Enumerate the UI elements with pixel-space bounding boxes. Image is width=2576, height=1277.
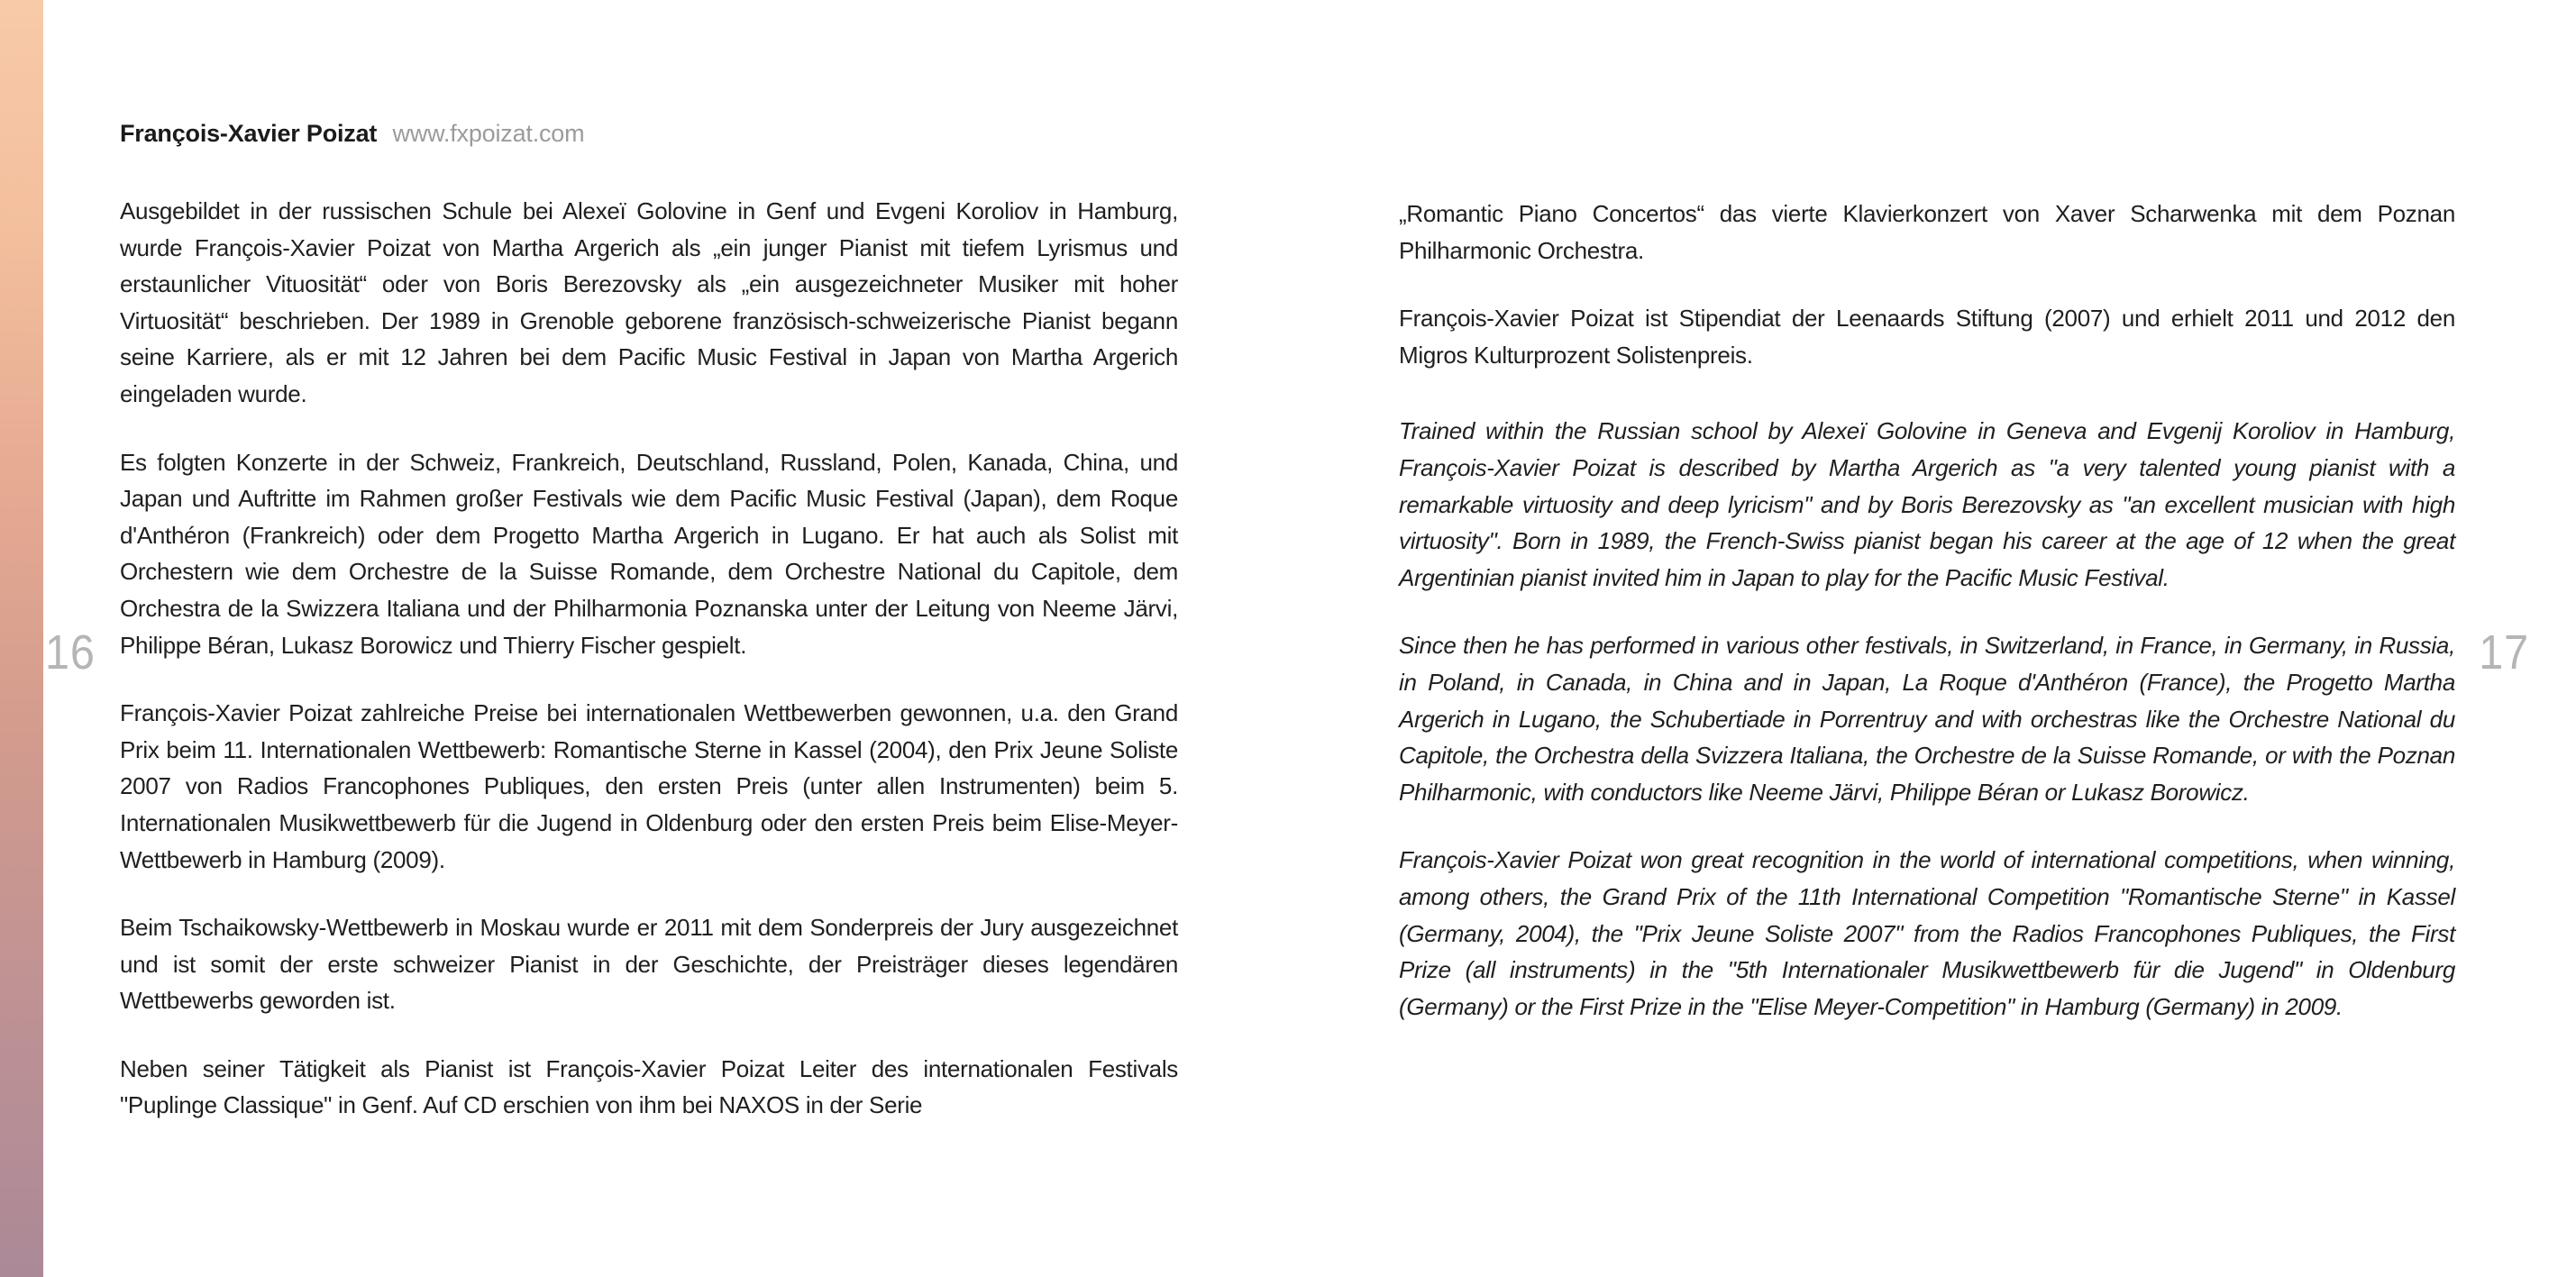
paragraph-german-prizes: François-Xavier Poizat zahlreiche Preise bei internationalen Wettbewerben gewonnen, u.a. den Grand Prix beim 11. Internationalen Wettbewerb: Romantische Sterne in Kassel (2004), den Prix Jeune Soliste 2007 von Radios Francophones Publiques, den ersten Preis (unter allen Instrumenten) beim 5. Internationalen Musikwettbewerb für die Jugend in Oldenburg oder den ersten Preis beim Elise-Meyer-Wettbewerb in Hamburg (2009). <box>120 699 1178 873</box>
paragraph-german-tchaikovsky: Beim Tschaikowsky-Wettbewerb in Moskau wurde er 2011 mit dem Sonderpreis der Jury ausgezeichnet und ist somit der erste schweizer Pianist in der Geschichte, der Preisträger dieses legendären Wettbewerbs geworden ist. <box>120 914 1178 1015</box>
paragraph-english-biography-1: Trained within the Russian school by Alexeï Golovine in Geneva and Evgenij Koroliov in Hamburg, François-Xavier Poizat is described by Martha Argerich as "a very talented young pianist with a remarkable virtuosity and deep lyricism" and by Boris Berezovsky as "an excellent musician with high virtuosity". Born in 1989, the French-Swiss pianist began his career at the age of 12 when the great Argentinian pianist invited him in Japan to play for the Pacific Music Festival. <box>1399 417 2455 591</box>
paragraph-german-biography-1: Ausgebildet in der russischen Schule bei Alexeï Golovine in Genf und Evgeni Koroliov in Hamburg, wurde François-Xavier Poizat von Martha Argerich als „ein junger Pianist mit tiefem Lyrismus und erstaunlicher Vituosität“ oder von Boris Berezovsky als „ein ausgezeichneter Musiker mit hoher Virtuosität“ beschrieben. Der 1989 in Grenoble geborene französisch-schweizerische Pianist begann seine Karriere, als er mit 12 Jahren bei dem Pacific Music Festival in Japan von Martha Argerich eingeladen wurde. <box>120 197 1178 407</box>
left-page-column <box>120 115 1178 1155</box>
page-number-right: 17 <box>2479 625 2529 680</box>
artist-title-line <box>120 115 1178 151</box>
paragraph-english-festivals: Since then he has performed in various other festivals, in Switzerland, in France, in Germany, in Russia, in Poland, in Canada, in China and in Japan, La Roque d'Anthéron (France), the Progetto Martha Argerich in Lugano, the Schubertiade in Porrentruy and with orchestras like the Orchestre National du Capitole, the Orchestra della Svizzera Italiana, the Orchestre de la Suisse Romande, or with the Poznan Philharmonic, with conductors like Neeme Järvi, Philippe Béran or Lukasz Borowicz. <box>1399 632 2455 806</box>
page-number-left: 16 <box>45 625 96 680</box>
right-page-column <box>1399 196 2455 1056</box>
paragraph-german-scholarships: François-Xavier Poizat ist Stipendiat der Leenaards Stiftung (2007) und erhielt 2011 und 2012 den Migros Kulturprozent Solistenpreis. <box>1399 305 2455 369</box>
artist-name: François-Xavier Poizat <box>120 120 378 147</box>
cover-gradient-strip <box>0 0 43 1277</box>
paragraph-german-concerts: Es folgten Konzerte in der Schweiz, Frankreich, Deutschland, Russland, Polen, Kanada, China, und Japan und Auftritte im Rahmen großer Festivals wie dem Pacific Music Festival (Japan), dem Roque d'Anthéron (Frankreich) oder dem Progetto Martha Argerich in Lugano. Er hat auch als Solist mit Orchestern wie dem Orchestre de la Suisse Romande, dem Orchestre National du Capitole, dem Orchestra de la Swizzera Italiana und der Philharmonia Poznanska unter der Leitung von Neeme Järvi, Philippe Béran, Lukasz Borowicz und Thierry Fischer gespielt. <box>120 448 1178 659</box>
artist-website-url: www.fxpoizat.com <box>392 120 585 147</box>
paragraph-german-festival-director: Neben seiner Tätigkeit als Pianist ist François-Xavier Poizat Leiter des internationalen Festivals "Puplinge Classique" in Genf. Auf CD erschien von ihm bei NAXOS in der Serie <box>120 1054 1178 1119</box>
paragraph-german-naxos-continuation: „Romantic Piano Concertos“ das vierte Klavierkonzert von Xaver Scharwenka mit dem Poznan Philharmonic Orchestra. <box>1399 200 2455 264</box>
paragraph-english-competitions: François-Xavier Poizat won great recognition in the world of international competitions, when winning, among others, the Grand Prix of the 11th International Competition "Romantische Sterne" in Kassel (Germany, 2004), the "Prix Jeune Soliste 2007" from the Radios Francophones Publiques, the First Prize (all instruments) in the "5th Internationaler Musikwettbewerb für die Jugend" in Oldenburg (Germany) or the First Prize in the "Elise Meyer-Competition" in Hamburg (Germany) in 2009. <box>1399 846 2455 1020</box>
